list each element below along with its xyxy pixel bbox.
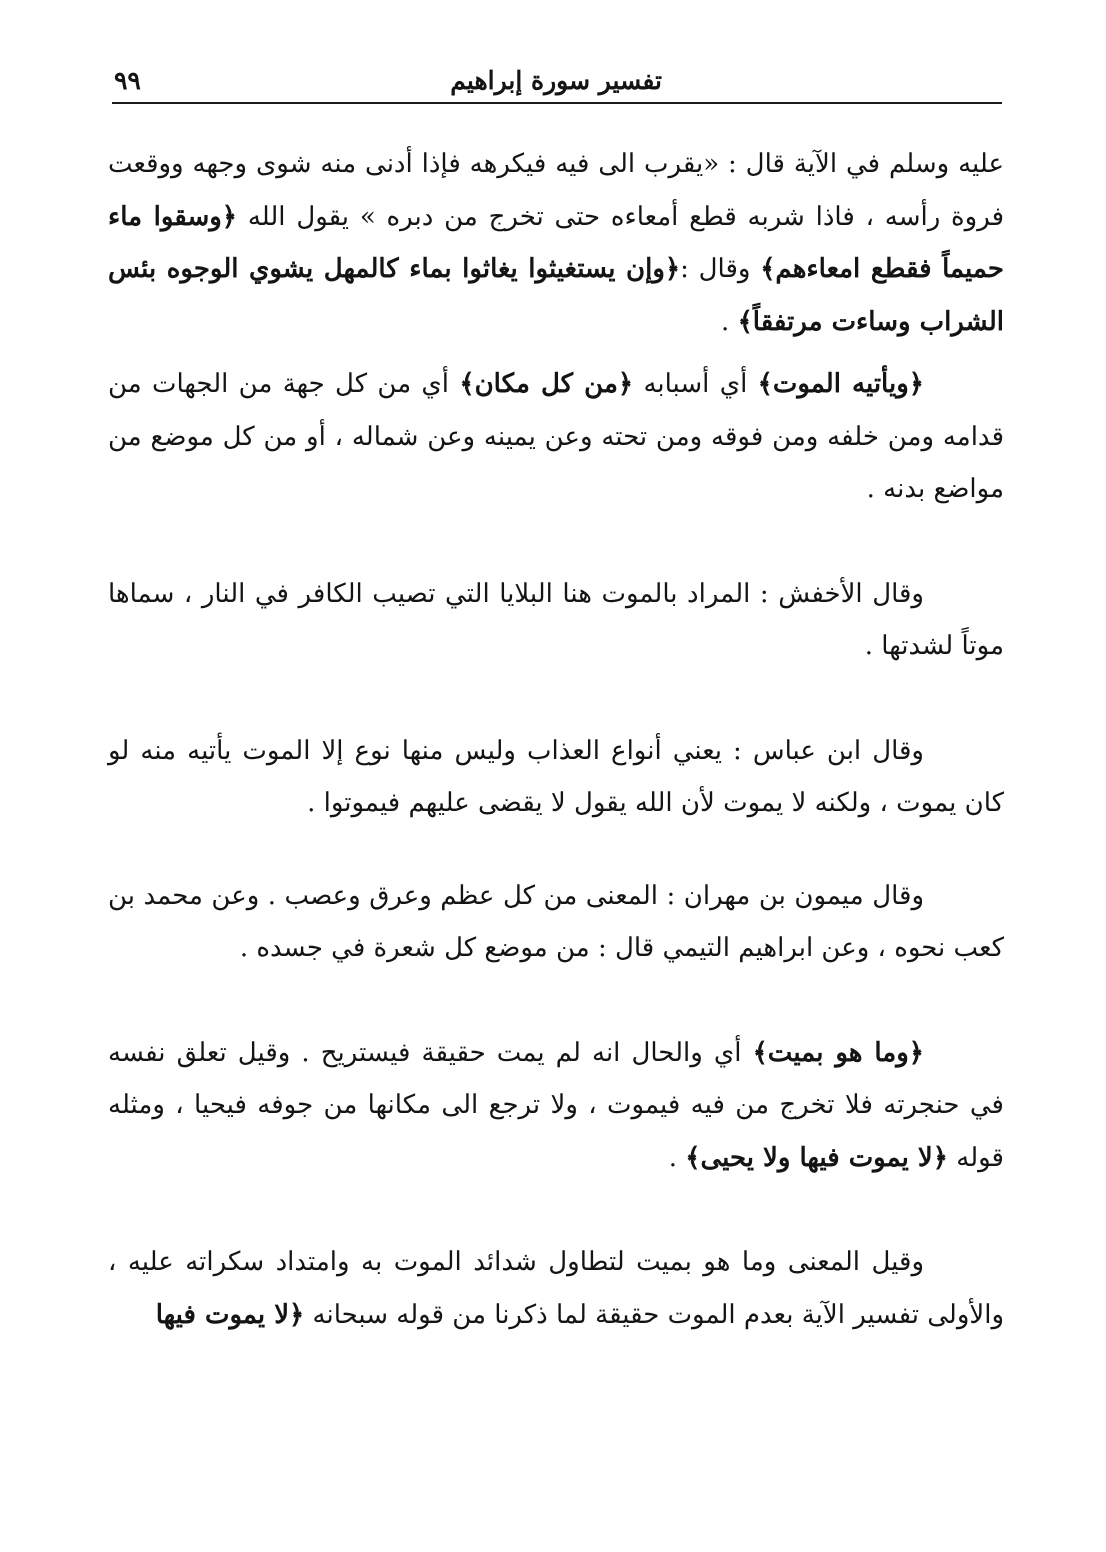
quran-quote: ﴿من كل مكان﴾ [459,369,634,399]
running-header [112,62,1002,104]
paragraph-6 [108,1027,1004,1185]
paragraph-2-text-1: أي أسبابه [633,369,758,399]
quran-quote: ﴿ويأتيه الموت﴾ [757,369,925,399]
quran-quote: ﴿لا يموت فيها [155,1299,305,1330]
header-title: تفسير سورة إبراهيم [450,66,662,95]
paragraph-3: وقال الأخفش : المراد بالموت هنا البلايا التي تصيب الكافر في النار ، سماها موتاً لشدتها . [108,578,1004,661]
paragraph-6-text-1: أي والحال انه لم يمت حقيقة فيستريح . وقيل تعلق نفسه في حنجرته فلا تخرج من فيه فيموت ، ولا ترجع الى مكانها من جوفه فيحيا ، ومثله قوله [108,1037,1004,1173]
paragraph-7 [108,1236,1004,1341]
paragraph-5: وقال ميمون بن مهران : المعنى من كل عظم وعرق وعصب . وعن محمد بن كعب نحوه ، وعن ابراهيم التيمي قال : من موضع كل شعرة في جسده . [108,880,1004,963]
body-text [108,138,1004,1341]
paragraph-7-text-1: وقيل المعنى وما هو بميت لتطاول شدائد الموت به وامتداد سكراته عليه ، والأولى تفسير الآية بعدم الموت حقيقة لما ذكرنا من قوله سبحانه [108,1247,1004,1330]
paragraph-1-text-1: عليه وسلم في الآية قال : «يقرب الى فيه فيكرهه فإذا أدنى منه شوى وجهه ووقعت فروة رأسه ، فاذا شربه قطع أمعاءه حتى تخرج من دبره » يقول الله [108,149,1005,232]
quran-quote: ﴿وما هو بميت﴾ [752,1037,924,1068]
quran-quote: ﴿وسقوا ماء حميماً فقطع امعاءهم﴾ [108,201,1005,284]
quran-quote: ﴿لا يموت فيها ولا يحيى﴾ [685,1142,948,1173]
page-number: ٩٩ [114,66,141,95]
paragraph-1-text-3: . [721,306,738,337]
paragraph-2 [108,358,1004,516]
paragraph-1 [108,138,1004,348]
paragraph-2-text-2: أي من كل جهة من الجهات من قدامه ومن خلفه ومن فوقه ومن تحته وعن يمينه وعن شماله ، أو من كل موضع من مواضع بدنه . [108,369,1004,504]
paragraph-6-text-2: . [668,1142,686,1173]
paragraph-1-text-2: وقال : [680,254,761,284]
quran-quote: ﴿وإن يستغيثوا يغاثوا بماء كالمهل يشوي الوجوه بئس الشراب وساءت مرتفقاً﴾ [108,254,1004,337]
paragraph-4: وقال ابن عباس : يعني أنواع العذاب وليس منها نوع إلا الموت يأتيه منه لو كان يموت ، ولكنه لا يموت لأن الله يقول لا يقضى عليهم فيموتوا . [108,735,1004,818]
